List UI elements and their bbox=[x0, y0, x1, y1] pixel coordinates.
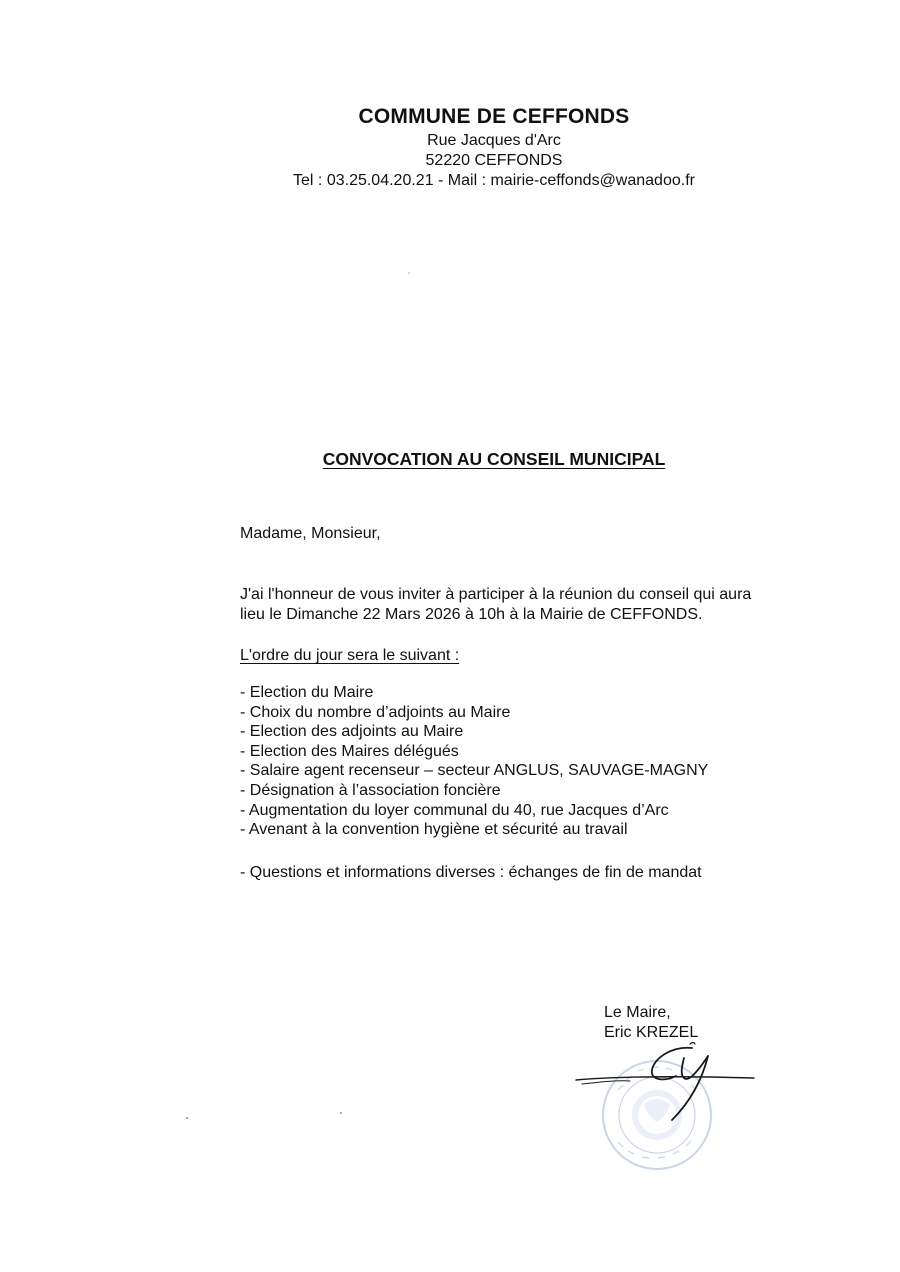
intro-line-2: lieu le Dimanche 22 Mars 2026 à 10h à la Mairie de CEFFONDS. bbox=[240, 606, 703, 623]
agenda-item: - Choix du nombre d’adjoints au Maire bbox=[240, 703, 511, 721]
agenda-item: - Désignation à l’association foncière bbox=[240, 781, 501, 799]
signature-block bbox=[604, 1003, 698, 1043]
address-street: Rue Jacques d'Arc bbox=[427, 132, 561, 149]
scan-speck bbox=[340, 1112, 342, 1114]
agenda-heading: L'ordre du jour sera le suivant : bbox=[240, 647, 460, 664]
address-postal: 52220 CEFFONDS bbox=[425, 152, 563, 169]
agenda-item: - Election des Maires délégués bbox=[240, 742, 459, 760]
signer-name: Eric KREZEL bbox=[604, 1024, 699, 1041]
agenda-item: - Election des adjoints au Maire bbox=[240, 723, 464, 741]
agenda-item: - Avenant à la convention hygiène et sécurité au travail bbox=[240, 821, 628, 839]
stamp-and-signature bbox=[560, 1040, 770, 1170]
intro-line-1: J'ai l'honneur de vous inviter à participer à la réunion du conseil qui aura bbox=[240, 586, 752, 603]
letterhead bbox=[200, 104, 788, 191]
scan-speck bbox=[186, 1117, 188, 1119]
intro-paragraph bbox=[240, 585, 820, 625]
contact-line: Tel : 03.25.04.20.21 - Mail : mairie-ceffonds@wanadoo.fr bbox=[293, 172, 695, 189]
agenda-item: - Election du Maire bbox=[240, 684, 374, 701]
document-title: CONVOCATION AU CONSEIL MUNICIPAL bbox=[322, 449, 666, 469]
agenda-item: - Salaire agent recenseur – secteur ANGLUS, SAUVAGE-MAGNY bbox=[240, 762, 709, 780]
scan-speck bbox=[408, 272, 410, 274]
salutation: Madame, Monsieur, bbox=[240, 525, 381, 542]
mayor-stamp-icon bbox=[560, 1040, 770, 1170]
agenda-item: - Augmentation du loyer communal du 40, rue Jacques d’Arc bbox=[240, 801, 669, 819]
agenda-list bbox=[240, 683, 820, 840]
questions-item: - Questions et informations diverses : échanges de fin de mandat bbox=[240, 864, 702, 881]
signer-role: Le Maire, bbox=[604, 1004, 671, 1021]
commune-name: COMMUNE DE CEFFONDS bbox=[358, 105, 630, 128]
